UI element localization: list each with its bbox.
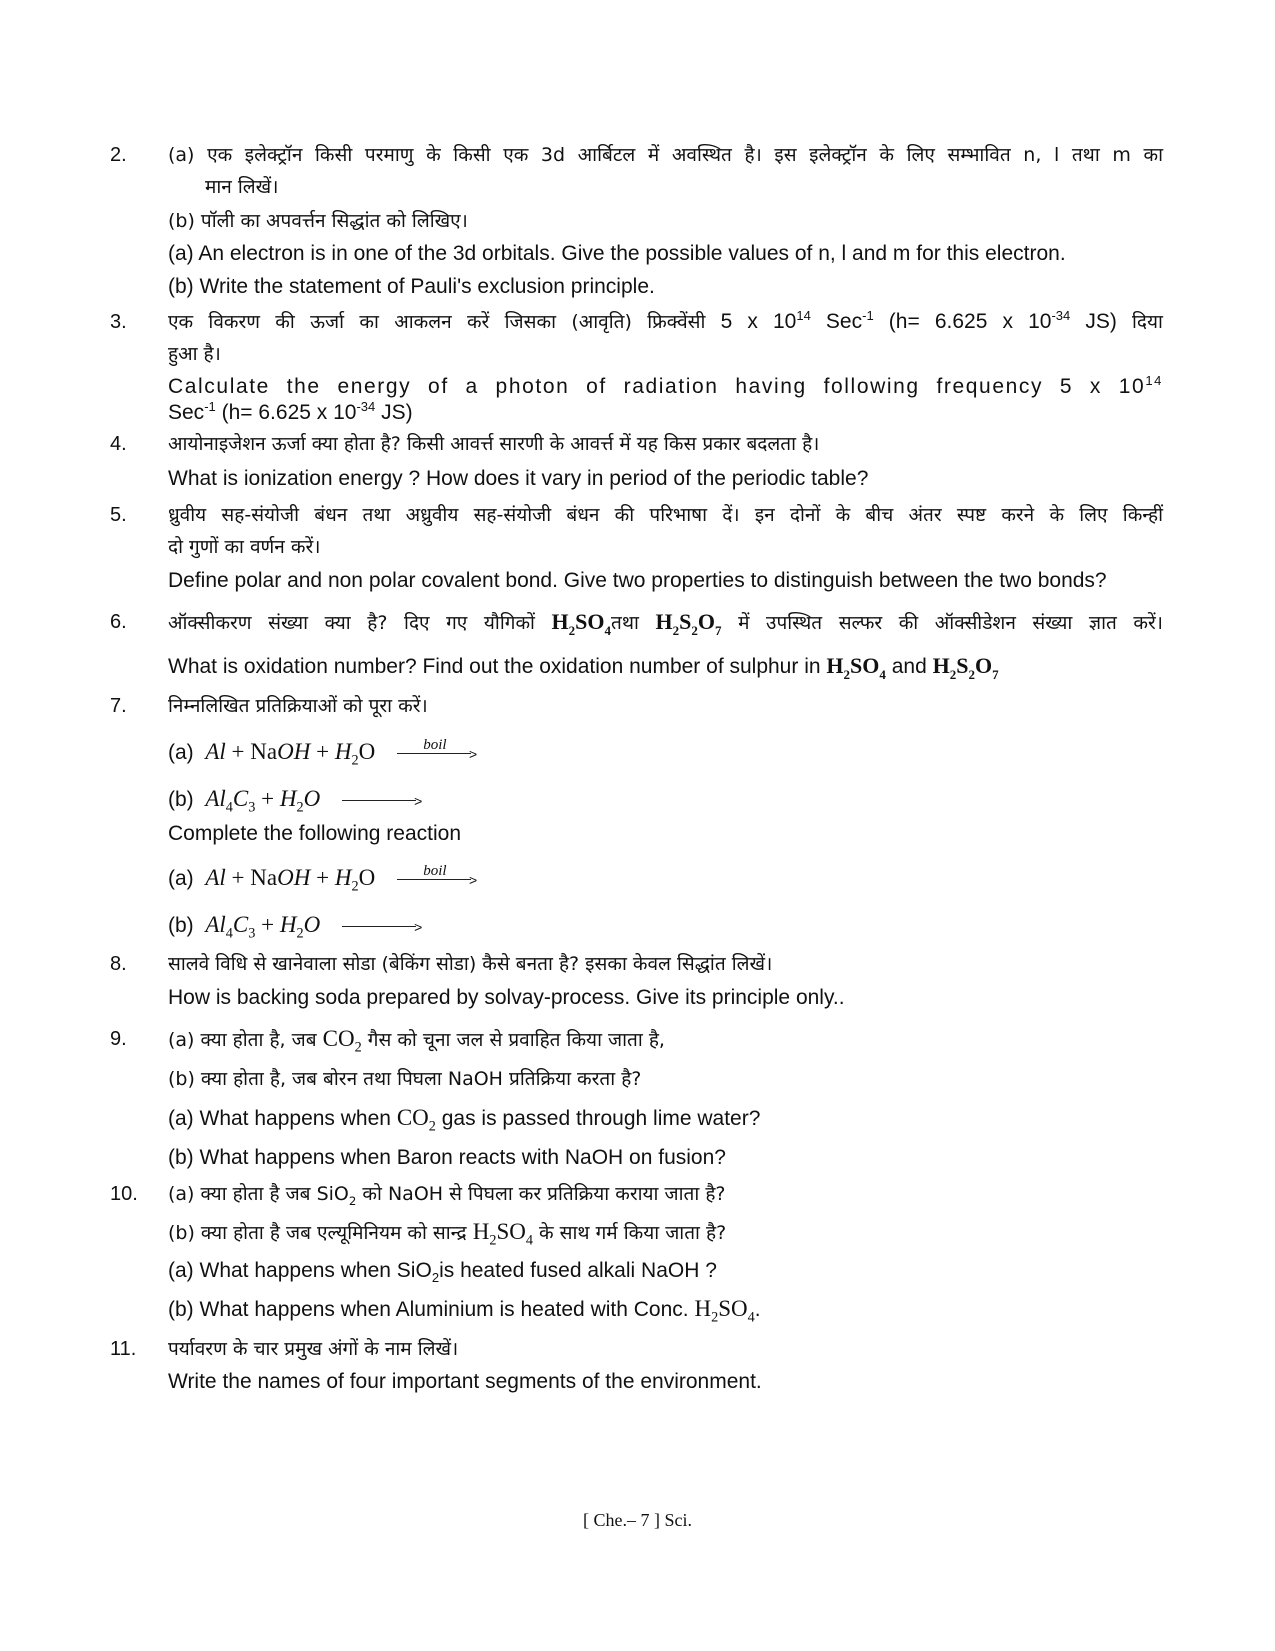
planck-close: JS) [381,401,413,424]
sec-exponent: -1 [204,399,216,414]
q3-hindi-line1 [168,307,1163,337]
q10-english-b [168,1294,1163,1325]
boil-arrow: boil > [397,872,477,886]
sec-unit: Sec [168,401,205,424]
reaction-arrow: > [342,793,422,807]
question-number: 6. [110,611,127,633]
q5-english: Define polar and non polar covalent bond. Give two properties to distinguish between the two bonds? [168,569,1107,592]
page-footer: [ Che.– 7 ] Sci. [583,1510,692,1530]
q9-english-a-end: gas is passed through lime water? [441,1107,761,1130]
q7-english-reaction-b [168,910,1163,941]
sec-exponent: -1 [862,308,874,323]
co2-formula: $CO_2$ [396,1105,436,1135]
q10-hindi-a-end: को NaOH से पिघला कर प्रतिक्रिया कराया जाता है? [362,1183,726,1205]
planck-exponent: -34 [356,399,376,414]
reaction-b-formula: $Al_4C_3 + H_2O$ [205,786,321,816]
q5-hindi-line2: दो गुणों का वर्णन करें। [168,536,321,558]
q10-hindi-a: (a) क्या होता है जब SiO$_2$ को NaOH से पिघला कर प्रतिक्रिया कराया जाता है? [168,1183,726,1208]
q2-hindi-a-line1: (a) एक इलेक्ट्रॉन किसी परमाणु के किसी एक 3d आर्बिटल में अवस्थित है। इस इलेक्ट्रॉन के लिए सम्भावित n, l तथा m का [168,144,1163,166]
q10-english-b-start: (b) What happens when Aluminium is heated with Conc. [168,1298,689,1321]
q3-english-text: Calculate the energy of a photon of radiation having following frequency [168,375,1044,398]
reaction-arrow: > [342,919,422,933]
q6-hindi-end: में उपस्थित सल्फर की ऑक्सीडेशन संख्या ज्ञात करें। [738,612,1163,634]
question-number: 7. [110,695,127,717]
h2so4-formula: $H_2SO_4$ [694,1296,755,1326]
q6-english [168,651,1163,684]
arrow-label: boil [423,737,447,754]
arrow-label: boil [423,863,447,880]
q10-english-b-end: . [754,1298,761,1321]
q6-hindi-start: ऑक्सीकरण संख्या क्या है? दिए गए यौगिकों [168,612,535,634]
q4-english: What is ionization energy ? How does it vary in period of the periodic table? [168,467,869,490]
q8-hindi: सालवे विधि से खानेवाला सोडा (बेकिंग सोडा) कैसे बनता है? इसका केवल सिद्धांत लिखें। [168,953,773,975]
q9-hindi-b: (b) क्या होता है, जब बोरन तथा पिघला NaOH प्रतिक्रिया करता है? [168,1068,642,1090]
q9-english-a-start: (a) What happens when [168,1107,391,1130]
h2so4-formula: $H_2SO_4$ [551,609,612,638]
question-number: 9. [110,1028,127,1050]
q6-english-start: What is oxidation number? Find out the oxidation number of sulphur in [168,655,821,678]
question-number: 2. [110,144,127,166]
planck-exponent: -34 [1051,308,1071,323]
question-number: 8. [110,953,127,975]
question-number: 5. [110,504,127,526]
q10-english-a: (a) What happens when SiO$_2$is heated fused alkali NaOH ? [168,1259,717,1286]
question-number: 11. [110,1338,137,1360]
frequency-base: 5 x 10 [1059,375,1146,398]
q10-english-a-end: is heated fused alkali NaOH ? [439,1259,717,1282]
q5-hindi-line1: ध्रुवीय सह-संयोजी बंधन तथा अध्रुवीय सह-संयोजी बंधन की परिभाषा दें। इन दोनों के बीच अंतर स्पष्ट करने के लिए किन्हीं [168,504,1163,526]
reaction-label-a: (a) [168,741,194,764]
question-number: 4. [110,433,127,455]
q4-hindi: आयोनाइजेशन ऊर्जा क्या होता है? किसी आवर्त्त सारणी के आवर्त्त में यह किस प्रकार बदलता है। [168,433,820,455]
q2-hindi-b: (b) पॉली का अपवर्त्तन सिद्धांत को लिखिए। [168,210,468,232]
frequency-exponent: 14 [796,308,811,323]
boil-arrow: boil > [397,746,477,760]
q11-english: Write the names of four important segments of the environment. [168,1370,762,1393]
q3-hindi-text: एक विकरण की ऊर्जा का आकलन करें जिसका (आवृति) फ्रिक्वेंसी [168,311,706,333]
q2-english-a: (a) An electron is in one of the 3d orbitals. Give the possible values of n, l and m for this electron. [168,242,1066,265]
q2-hindi-a-line2: मान लिखें। [205,176,279,198]
reaction-b-formula: $Al_4C_3 + H_2O$ [205,912,321,942]
q7-english: Complete the following reaction [168,822,461,845]
q3-hindi-end: दिया [1132,311,1163,333]
q9-english-a [168,1103,1163,1134]
q10-hindi-b-end: के साथ गर्म किया जाता है? [539,1222,727,1244]
q6-english-and: and [891,655,927,678]
co2-formula: $CO_2$ [322,1026,362,1056]
q7-hindi-reaction-b [168,784,1163,815]
planck-open: (h= 6.625 x 10 [221,401,357,424]
q9-hindi-a-end: गैस को चूना जल से प्रवाहित किया जाता है, [367,1029,665,1051]
q7-english-reaction-a [168,863,1163,894]
reaction-a-formula: Al + NaOH + $H_2O$ [205,739,376,769]
q3-english-line2 [168,398,1163,428]
q10-hindi-a-start: (a) क्या होता है जब SiO [168,1183,349,1205]
q10-hindi-b [168,1217,1163,1248]
reaction-label-a: (a) [168,867,194,890]
q3-hindi-line2: हुआ है। [168,343,221,365]
q2-english-b: (b) Write the statement of Pauli's exclusion principle. [168,275,655,298]
question-number: 3. [110,311,127,333]
planck-close: JS) [1085,310,1117,333]
q9-hindi-a [168,1024,1163,1055]
h2so4-formula: $H_2SO_4$ [472,1219,533,1249]
frequency-exponent: 14 [1145,373,1163,388]
reaction-label-b: (b) [168,914,194,937]
q11-hindi: पर्यावरण के चार प्रमुख अंगों के नाम लिखें। [168,1338,459,1360]
q10-english-a-start: (a) What happens when SiO [168,1259,432,1282]
sec-unit: Sec [825,310,863,333]
h2so4-formula: $H_2SO_4$ [826,653,886,682]
q7-hindi: निम्नलिखित प्रतिक्रियाओं को पूरा करें। [168,695,428,717]
q10-hindi-b-start: (b) क्या होता है जब एल्यूमिनियम को सान्द्र [168,1222,467,1244]
reaction-a-formula: Al + NaOH + $H_2O$ [205,865,376,895]
planck-open: (h= 6.625 x 10 [888,310,1052,333]
q6-hindi-mid: तथा [611,612,639,634]
q9-hindi-a-start: (a) क्या होता है, जब [168,1029,317,1051]
q6-hindi [168,607,1163,640]
q8-english: How is backing soda prepared by solvay-process. Give its principle only.. [168,986,845,1009]
q9-english-b: (b) What happens when Baron reacts with NaOH on fusion? [168,1146,726,1169]
question-number: 10. [110,1183,138,1205]
reaction-label-b: (b) [168,788,194,811]
q7-hindi-reaction-a [168,737,1163,768]
frequency-base: 5 x 10 [720,310,797,333]
h2s2o7-formula: $H_2S_2O_7$ [655,609,722,638]
h2s2o7-formula: $H_2S_2O_7$ [932,653,999,682]
